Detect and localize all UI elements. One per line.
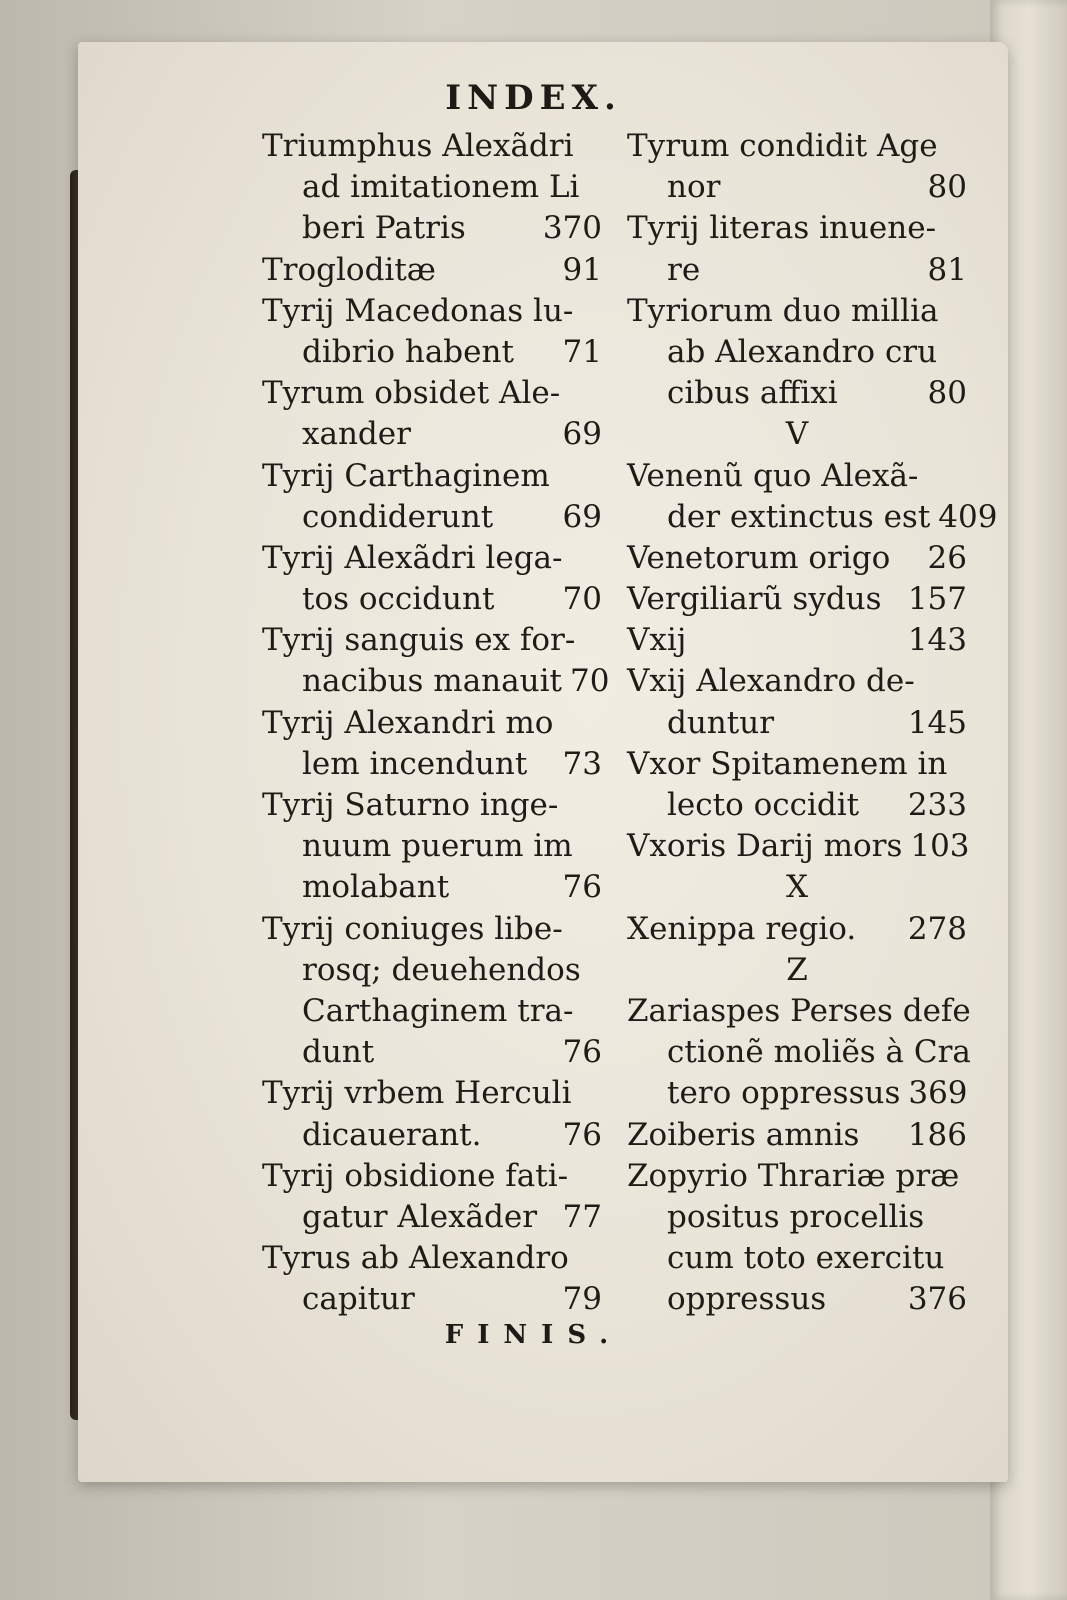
index-entry-text: Tyrij Alexãdri lega- — [262, 539, 563, 576]
index-entry-text: Tyrij coniuges libe- — [262, 910, 563, 947]
index-section-letter — [627, 867, 967, 908]
index-entry-text: beri Patris — [302, 210, 466, 247]
index-entry-text: Tyrij literas inuene- — [627, 210, 937, 247]
index-page-number: 145 — [907, 704, 967, 741]
index-page-number: 80 — [927, 375, 967, 412]
index-entry-line — [262, 703, 602, 744]
index-entry-text: Vxij — [627, 622, 687, 659]
index-entry-line — [627, 1073, 967, 1114]
index-entry-line — [627, 208, 967, 249]
index-entry-line — [262, 826, 602, 867]
index-entry-text: ad imitationem Li — [302, 169, 580, 206]
index-entry-line — [627, 785, 967, 826]
index-entry-text: Zariaspes Perses defe — [627, 992, 971, 1029]
index-entry-text: re — [667, 251, 701, 288]
index-column-left — [262, 126, 610, 1320]
index-entry-line — [262, 744, 602, 785]
index-entry-text: lem incendunt — [302, 745, 528, 782]
index-entry-line — [627, 1197, 967, 1238]
index-entry-text: xander — [302, 416, 411, 453]
index-entry-text: X — [785, 869, 809, 906]
index-entry-line — [627, 826, 970, 867]
index-entry-text: Carthaginem tra- — [302, 992, 574, 1029]
index-entry-text: Tyrij obsidione fati- — [262, 1157, 569, 1194]
index-entry-line — [262, 373, 602, 414]
index-entry-text: ab Alexandro cru — [667, 333, 938, 370]
index-entry-text: Tyriorum duo millia — [627, 292, 939, 329]
index-entry-line — [627, 1032, 971, 1073]
index-page-number: 278 — [907, 910, 967, 947]
index-page-number: 76 — [562, 1034, 602, 1071]
index-entry-text: gatur Alexãder — [302, 1198, 538, 1235]
index-entry-text: Tyrij Alexandri mo — [262, 704, 554, 741]
index-entry-text: Vxij Alexandro de- — [627, 663, 915, 700]
index-page-number: 73 — [562, 745, 602, 782]
index-page-number: 409 — [938, 498, 998, 535]
index-entry-line — [627, 744, 967, 785]
index-entry-text: Venetorum origo — [627, 539, 891, 576]
index-entry-text: nor — [667, 169, 721, 206]
index-entry-text: condiderunt — [302, 498, 494, 535]
index-page-number: 143 — [907, 622, 967, 659]
index-entry-line — [262, 909, 602, 950]
index-page-number: 376 — [907, 1281, 967, 1318]
index-entry-text: duntur — [667, 704, 775, 741]
index-entry-line — [262, 250, 602, 291]
index-entry-line — [627, 1156, 967, 1197]
index-entry-line — [262, 414, 602, 455]
index-section-letter — [627, 414, 967, 455]
index-entry-text: Tyrum obsidet Ale- — [262, 375, 561, 412]
index-page-number: 233 — [907, 787, 967, 823]
index-page-number: 186 — [907, 1116, 967, 1153]
index-section-letter — [627, 950, 967, 991]
index-entry-line — [627, 167, 967, 208]
index-page-number: 76 — [562, 1116, 602, 1153]
index-entry-text: rosq; deuehendos — [302, 951, 581, 988]
index-entry-text: Tyrij Carthaginem — [262, 457, 550, 494]
index-entry-line — [627, 579, 967, 620]
index-entry-line — [627, 661, 967, 702]
index-entry-line — [627, 909, 967, 950]
index-entry-line — [627, 332, 967, 373]
index-entry-line — [627, 497, 998, 538]
index-entry-line — [262, 208, 602, 249]
index-page-number: 77 — [562, 1198, 602, 1235]
index-entry-line — [627, 703, 967, 744]
index-page-number: 370 — [542, 210, 602, 247]
index-page-number: 157 — [907, 581, 967, 618]
index-entry-text: Vxoris Darij mors — [627, 828, 903, 865]
index-entry-text: ctionẽ moliẽs à Cra — [667, 1034, 971, 1071]
index-entry-line — [262, 1115, 602, 1156]
index-entry-line — [262, 126, 602, 167]
index-entry-line — [627, 1115, 967, 1156]
index-entry-line — [627, 1238, 967, 1279]
index-page-number: 26 — [927, 539, 967, 576]
index-entry-line — [262, 620, 602, 661]
index-entry-text: Triumphus Alexãdri — [262, 128, 574, 164]
index-entry-text: dicauerant. — [302, 1116, 482, 1153]
index-entry-text: nuum puerum im — [302, 828, 573, 865]
index-entry-text: lecto occidit — [667, 787, 860, 823]
index-entry-text: der extinctus est — [667, 498, 931, 535]
index-entry-line — [262, 456, 602, 497]
index-entry-text: V — [785, 416, 809, 453]
index-page-number: 76 — [562, 869, 602, 906]
index-entry-line — [262, 167, 602, 208]
index-entry-text: cibus affixi — [667, 375, 838, 412]
index-entry-text: Zoiberis amnis — [627, 1116, 860, 1153]
index-entry-text: dibrio habent — [302, 333, 514, 370]
index-entry-line — [262, 579, 602, 620]
index-entry-text: Zopyrio Thrariæ præ — [627, 1157, 960, 1194]
index-entry-line — [627, 291, 967, 332]
index-entry-text: Vxor Spitamenem in — [627, 745, 948, 782]
index-entry-line — [627, 991, 971, 1032]
index-page-number: 69 — [562, 416, 602, 453]
index-entry-line — [627, 1279, 967, 1320]
index-entry-line — [262, 1032, 602, 1073]
index-entry-text: positus procellis — [667, 1198, 925, 1235]
index-entry-text: dunt — [302, 1034, 375, 1071]
index-page-number: 369 — [908, 1075, 968, 1112]
index-entry-text: Tyrij vrbem Herculi — [262, 1075, 572, 1112]
index-entry-line — [262, 1238, 602, 1279]
index-entry-line — [627, 620, 967, 661]
index-entry-line — [262, 1197, 602, 1238]
index-entry-line — [262, 950, 602, 991]
index-entry-text: Tyrij sanguis ex for- — [262, 622, 576, 659]
index-entry-line — [262, 538, 602, 579]
index-entry-text: Z — [786, 951, 808, 988]
index-entry-text: Venenũ quo Alexã- — [627, 457, 919, 494]
index-entry-line — [262, 867, 602, 908]
index-entry-text: Tyrus ab Alexandro — [262, 1240, 569, 1277]
index-entry-text: molabant — [302, 869, 450, 906]
index-entry-line — [627, 538, 967, 579]
index-page-number: 103 — [910, 828, 970, 865]
index-entry-line — [262, 1073, 602, 1114]
index-entry-text: Tyrij Saturno inge- — [262, 787, 559, 823]
index-entry-line — [627, 250, 967, 291]
index-page-number: 80 — [927, 169, 967, 206]
index-page-number: 81 — [927, 251, 967, 288]
index-entry-text: Vergiliarũ sydus — [627, 581, 882, 618]
index-entry-text: cum toto exercitu — [667, 1240, 945, 1277]
page-footer: FINIS. — [444, 1320, 623, 1350]
index-entry-text: Trogloditæ — [262, 251, 436, 288]
page-heading: INDEX. — [445, 78, 622, 118]
index-page-number: 69 — [562, 498, 602, 535]
index-column-right — [627, 126, 998, 1320]
index-page-number: 71 — [562, 333, 602, 370]
index-entry-text: oppressus — [667, 1281, 827, 1318]
index-entry-line — [627, 126, 967, 167]
index-entry-text: tero oppressus — [667, 1075, 901, 1112]
index-entry-text: Xenippa regio. — [627, 910, 857, 947]
index-entry-line — [627, 373, 967, 414]
index-page-number: 91 — [562, 251, 602, 288]
index-entry-text: capitur — [302, 1281, 415, 1318]
index-entry-text: tos occidunt — [302, 581, 495, 618]
index-entry-line — [262, 785, 602, 826]
index-page-number: 70 — [562, 581, 602, 618]
index-entry-line — [262, 1156, 602, 1197]
index-entry-line — [627, 456, 967, 497]
index-entry-line — [262, 332, 602, 373]
index-entry-line — [262, 661, 610, 702]
index-entry-text: nacibus manauit — [302, 663, 562, 700]
index-entry-line — [262, 497, 602, 538]
index-page-number: 70 — [569, 663, 610, 700]
index-entry-line — [262, 291, 602, 332]
index-entry-text: Tyrij Macedonas lu- — [262, 292, 574, 329]
index-page-number: 79 — [562, 1281, 602, 1318]
index-entry-line — [262, 991, 602, 1032]
index-entry-line — [262, 1279, 602, 1320]
index-entry-text: Tyrum condidit Age — [627, 128, 938, 164]
